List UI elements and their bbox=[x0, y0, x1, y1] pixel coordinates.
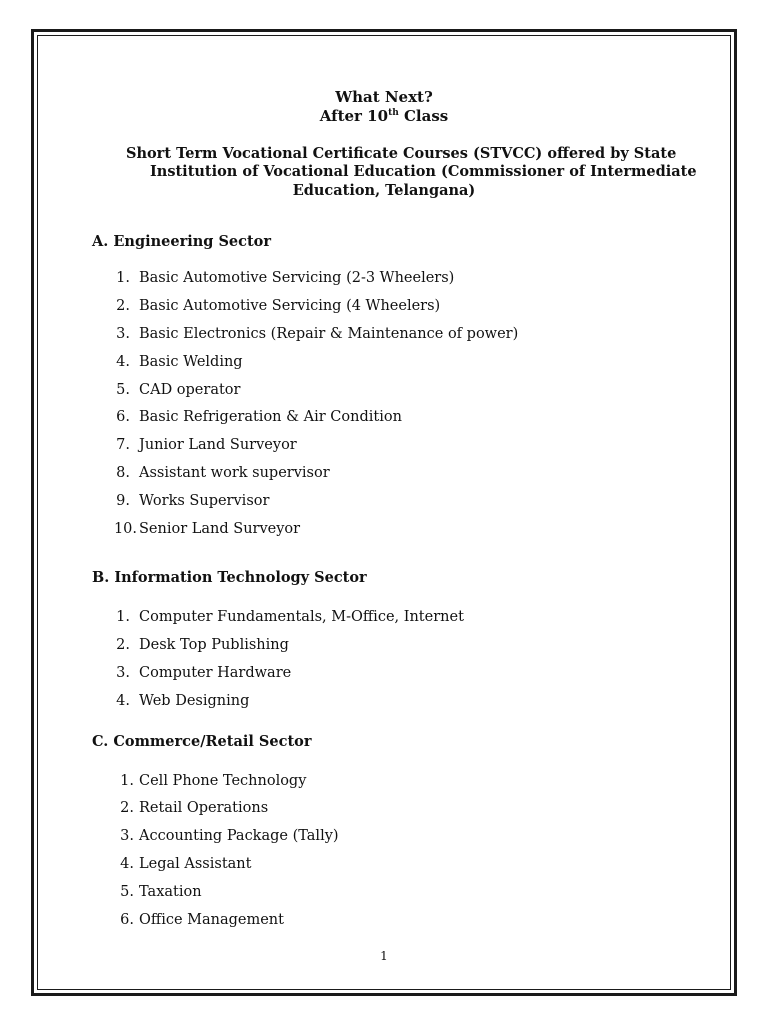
list-item: Computer Hardware bbox=[139, 665, 292, 681]
list-item: Basic Electronics (Repair & Maintenance of power) bbox=[139, 326, 519, 342]
list-item: Basic Welding bbox=[139, 354, 243, 370]
list-item: Assistant work supervisor bbox=[139, 465, 330, 481]
list-item: Basic Automotive Servicing (2-3 Wheelers) bbox=[139, 270, 455, 286]
list-item: Web Designing bbox=[139, 693, 250, 709]
list-item-number: 4. bbox=[116, 693, 130, 709]
list-item-number: 10. bbox=[113, 521, 137, 537]
list-item: Basic Automotive Servicing (4 Wheelers) bbox=[139, 298, 441, 314]
list-item-number: 4. bbox=[120, 856, 134, 872]
list-item-number: 3. bbox=[116, 665, 130, 681]
section-heading-engineering: A. Engineering Sector bbox=[92, 233, 271, 250]
list-item: Computer Fundamentals, M-Office, Internet bbox=[139, 609, 464, 625]
list-item-number: 9. bbox=[116, 493, 130, 509]
list-item: Junior Land Surveyor bbox=[139, 437, 297, 453]
list-item: Retail Operations bbox=[139, 800, 269, 816]
list-item-number: 6. bbox=[116, 409, 130, 425]
section-heading-information-technology: B. Information Technology Sector bbox=[92, 569, 367, 586]
title-after-prefix: After 10 bbox=[319, 107, 389, 125]
section-heading-commerce-retail: C. Commerce/Retail Sector bbox=[92, 733, 312, 750]
document-title bbox=[0, 88, 768, 106]
title-superscript: th bbox=[388, 108, 399, 118]
title-what-next: What Next? bbox=[335, 88, 433, 106]
list-item: Basic Refrigeration & Air Condition bbox=[139, 409, 402, 425]
list-item: Senior Land Surveyor bbox=[139, 521, 301, 537]
list-item-number: 1. bbox=[120, 773, 134, 789]
list-item: Works Supervisor bbox=[139, 493, 270, 509]
list-item: Accounting Package (Tally) bbox=[139, 828, 339, 844]
title-class-suffix: Class bbox=[398, 107, 449, 125]
list-item-number: 2. bbox=[116, 298, 130, 314]
list-item-number: 2. bbox=[116, 637, 130, 653]
list-item-number: 2. bbox=[120, 800, 134, 816]
list-item-number: 6. bbox=[120, 912, 134, 928]
list-item: Desk Top Publishing bbox=[139, 637, 289, 653]
list-item: Legal Assistant bbox=[139, 856, 252, 872]
list-item: Cell Phone Technology bbox=[139, 773, 307, 789]
list-item: Taxation bbox=[139, 884, 202, 900]
list-item-number: 8. bbox=[116, 465, 130, 481]
list-item: Office Management bbox=[139, 912, 284, 928]
list-item-number: 5. bbox=[120, 884, 134, 900]
list-item-number: 5. bbox=[116, 382, 130, 398]
list-item-number: 3. bbox=[120, 828, 134, 844]
list-item: CAD operator bbox=[139, 382, 241, 398]
list-item-number: 1. bbox=[116, 609, 130, 625]
page-number: 1 bbox=[380, 949, 388, 963]
list-item-number: 1. bbox=[116, 270, 130, 286]
subtitle-line-1: Short Term Vocational Certificate Courses (STVCC) offered by State bbox=[126, 145, 677, 162]
list-item-number: 7. bbox=[116, 437, 130, 453]
list-item-number: 4. bbox=[116, 354, 130, 370]
subtitle-line-3: Education, Telangana) bbox=[292, 182, 476, 199]
document-title-line2 bbox=[0, 107, 768, 125]
subtitle-line-2: Institution of Vocational Education (Commissioner of Intermediate bbox=[150, 163, 697, 180]
list-item-number: 3. bbox=[116, 326, 130, 342]
